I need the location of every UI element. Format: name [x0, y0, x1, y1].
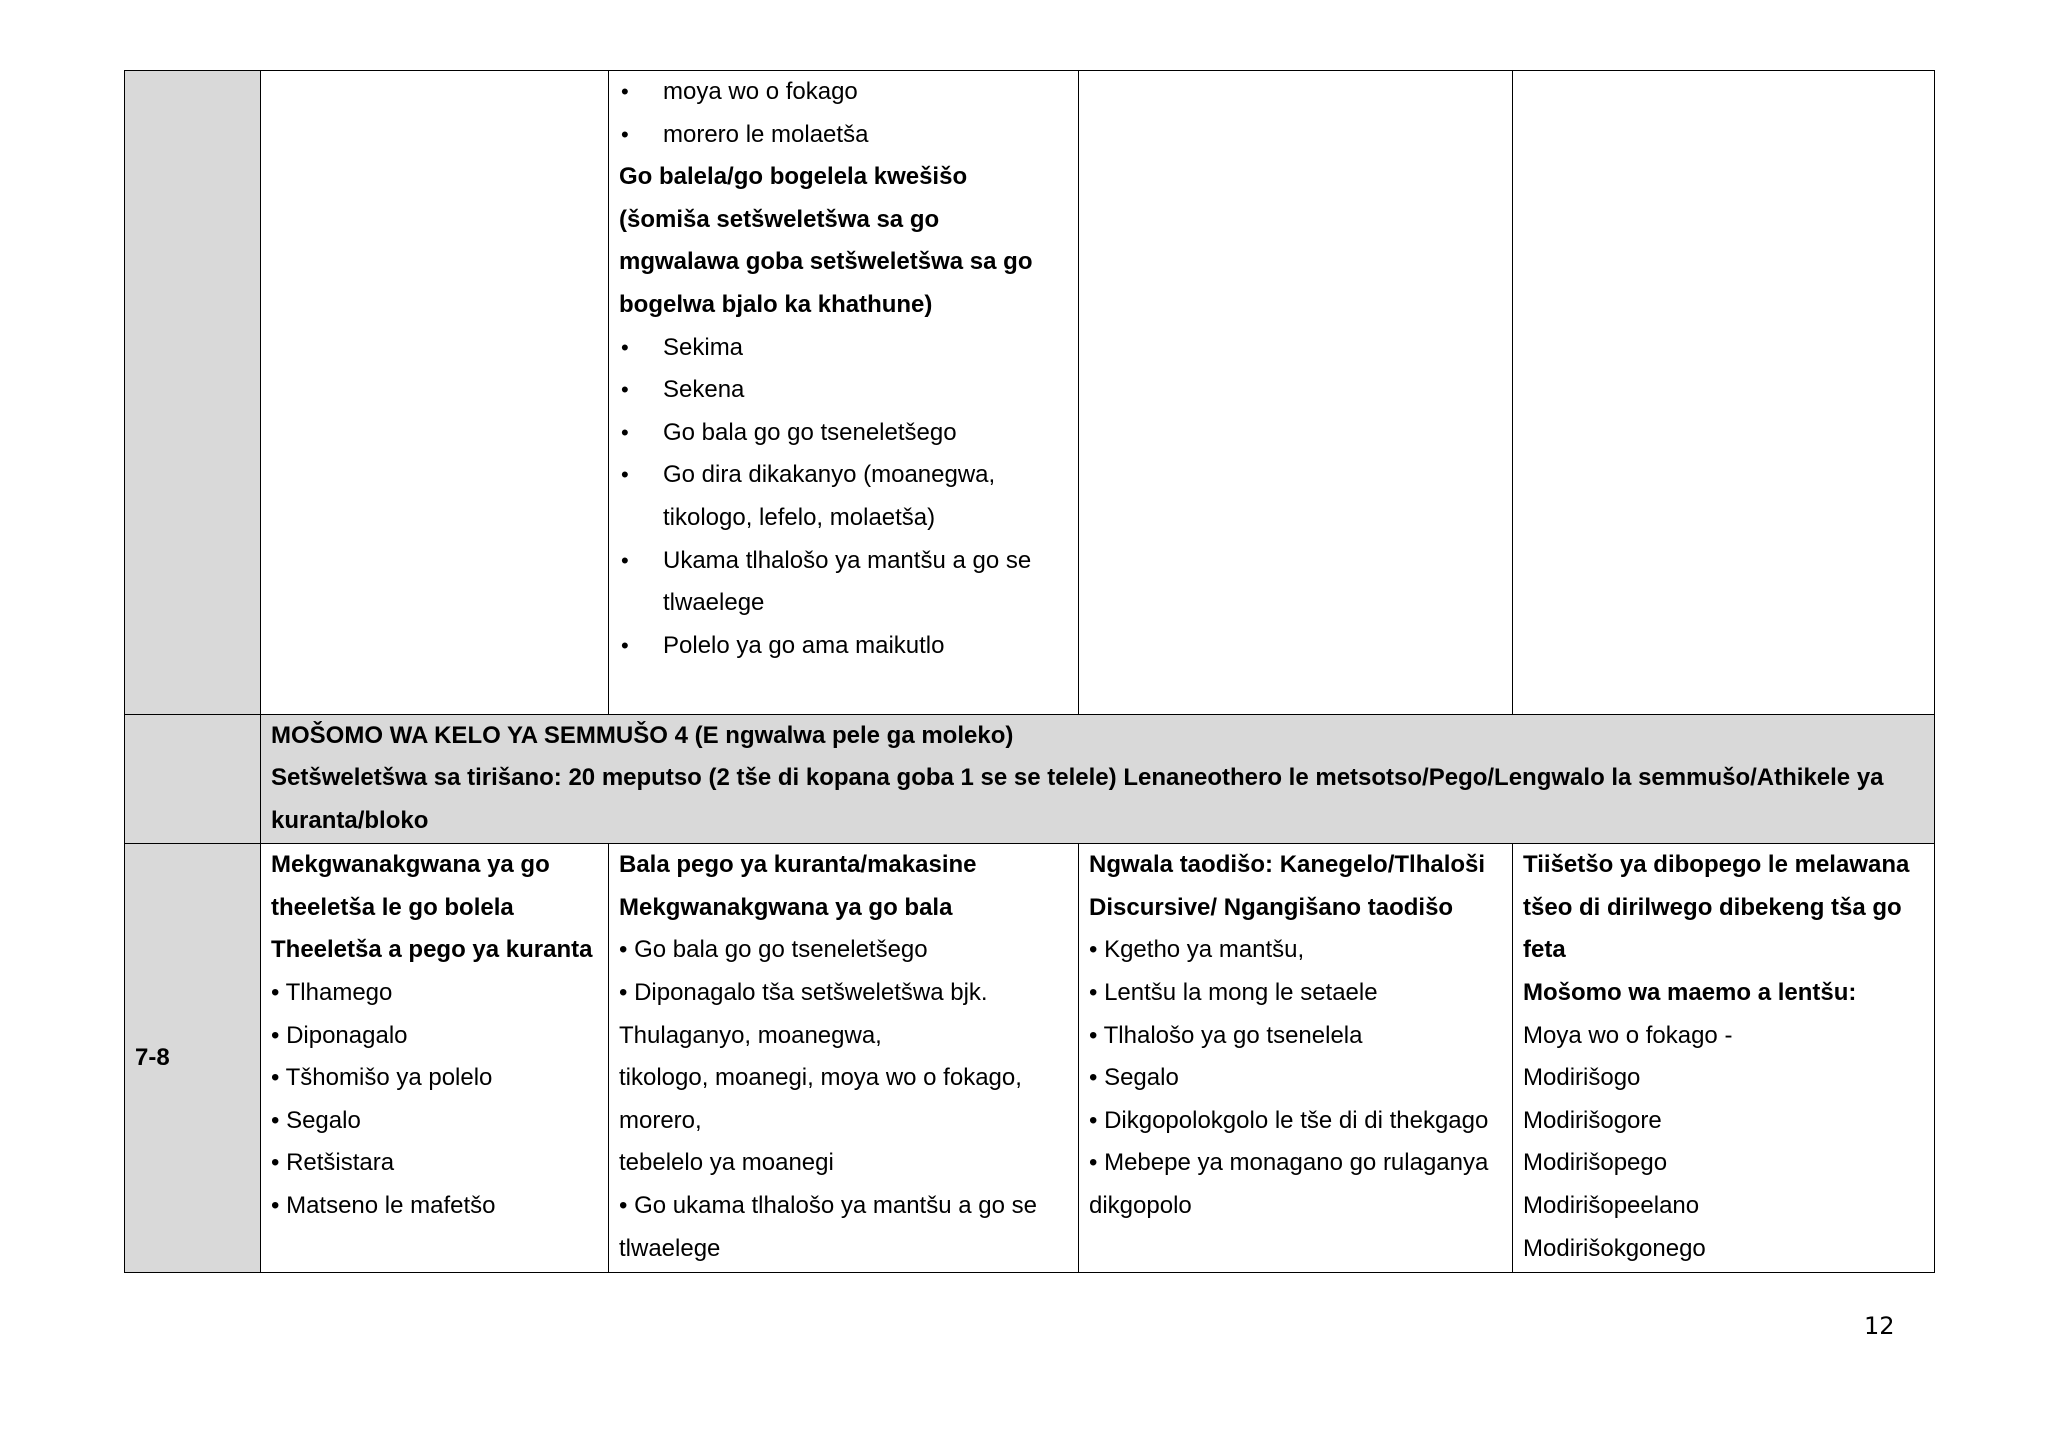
list-item: Modirišopeelano: [1523, 1191, 1700, 1219]
heading-line: mgwalawa goba setšweletšwa sa go: [619, 248, 1033, 276]
writing-heading: Ngwala taodišo: Kanegelo/Tlhaloši Discursive/ Ngangišano taodišo: [1089, 851, 1486, 921]
reading-bullets-a: [619, 71, 1068, 156]
list-item: • Diponagalo tša setšweletšwa bjk. Thulaganyo, moanegwa,: [619, 978, 988, 1049]
week-number: 7-8: [125, 844, 261, 1273]
skills-cell: [261, 71, 609, 715]
list-item: Modirišokgonego: [1523, 1234, 1706, 1262]
reading-heading: [619, 156, 1068, 326]
list-item: tikologo, moanegi, moya wo o fokago, morero,: [619, 1064, 1022, 1134]
listening-heading: Mekgwanakgwana ya go theeletša le go bolela: [271, 851, 550, 921]
language-subheading: Mošomo wa maemo a lentšu:: [1523, 978, 1857, 1006]
list-item: Modirišogore: [1523, 1106, 1662, 1134]
language-cell: [1513, 71, 1935, 715]
listening-subheading: Theeletša a pego ya kuranta: [271, 936, 593, 964]
list-item: Moya wo o fokago -: [1523, 1021, 1733, 1049]
list-item: • Kgetho ya mantšu,: [1089, 936, 1305, 964]
assessment-task-cell: [261, 714, 1935, 843]
reading-cell: [609, 71, 1079, 715]
list-item: • Lentšu la mong le setaele: [1089, 978, 1378, 1006]
reading-bullets-b: [619, 327, 1068, 668]
list-item: • Sekena: [619, 369, 1068, 412]
list-item: • Tšhomišo ya polelo: [271, 1064, 493, 1092]
writing-presenting-cell: [1079, 844, 1513, 1273]
listening-speaking-cell: [261, 844, 609, 1273]
list-item: • Go bala go go tseneletšego: [619, 412, 1068, 455]
reading-heading: Bala pego ya kuranta/makasine: [619, 851, 977, 879]
week-cell: [125, 714, 261, 843]
assessment-description: Setšweletšwa sa tirišano: 20 meputso (2 tše di kopana goba 1 se se telele) Lenaneothero le metsotso/Pego/Lengwalo la semmušo/Athikele ya kuranta/bloko: [271, 764, 1884, 835]
list-item: • Tlhalošo ya go tsenelela: [1089, 1021, 1363, 1049]
assessment-title: MOŠOMO WA KELO YA SEMMUŠO 4 (E ngwalwa pele ga moleko): [271, 721, 1014, 749]
heading-line: bogelwa bjalo ka khathune): [619, 290, 933, 318]
list-item: • Ukama tlhalošo ya mantšu a go se tlwaelege: [619, 540, 1068, 625]
list-item: • Tlhamego: [271, 978, 393, 1006]
list-item: • Diponagalo: [271, 1021, 408, 1049]
list-item: • Matseno le mafetšo: [271, 1191, 496, 1219]
page-number: 12: [1864, 1312, 1895, 1340]
heading-line: (šomiša setšweletšwa sa go: [619, 205, 940, 233]
list-item: • Sekima: [619, 327, 1068, 370]
writing-cell: [1079, 71, 1513, 715]
heading-line: Go balela/go bogelela kwešišo: [619, 163, 968, 191]
language-heading: Tiišetšo ya dibopego le melawana tšeo di dirilwego dibekeng tša go feta: [1523, 851, 1910, 964]
list-item: Modirišogo: [1523, 1064, 1641, 1092]
list-item: • moya wo o fokago: [619, 71, 1068, 114]
list-item: • morero le molaetša: [619, 114, 1068, 157]
list-item: • Segalo: [271, 1106, 361, 1134]
list-item: • Retšistara: [271, 1149, 395, 1177]
week-cell: [125, 71, 261, 715]
list-item: tebelelo ya moanegi: [619, 1149, 834, 1177]
list-item: • Polelo ya go ama maikutlo: [619, 625, 1068, 668]
language-structures-cell: [1513, 844, 1935, 1273]
list-item: • Mebepe ya monagano go rulaganya dikgopolo: [1089, 1149, 1489, 1219]
table-row: [125, 71, 1935, 715]
table-row: [125, 844, 1935, 1273]
list-item: Modirišopego: [1523, 1149, 1668, 1177]
reading-viewing-cell: [609, 844, 1079, 1273]
list-item: • Dikgopolokgolo le tše di di thekgago: [1089, 1106, 1489, 1134]
list-item: • Go ukama tlhalošo ya mantšu a go se tlwaelege: [619, 1191, 1037, 1262]
list-item: • Go dira dikakanyo (moanegwa, tikologo, lefelo, molaetša): [619, 454, 1068, 539]
list-item: • Go bala go go tseneletšego: [619, 936, 928, 964]
curriculum-table: [124, 70, 1935, 1273]
list-item: • Segalo: [1089, 1064, 1179, 1092]
reading-subheading: Mekgwanakgwana ya go bala: [619, 893, 953, 921]
table-row: [125, 714, 1935, 843]
